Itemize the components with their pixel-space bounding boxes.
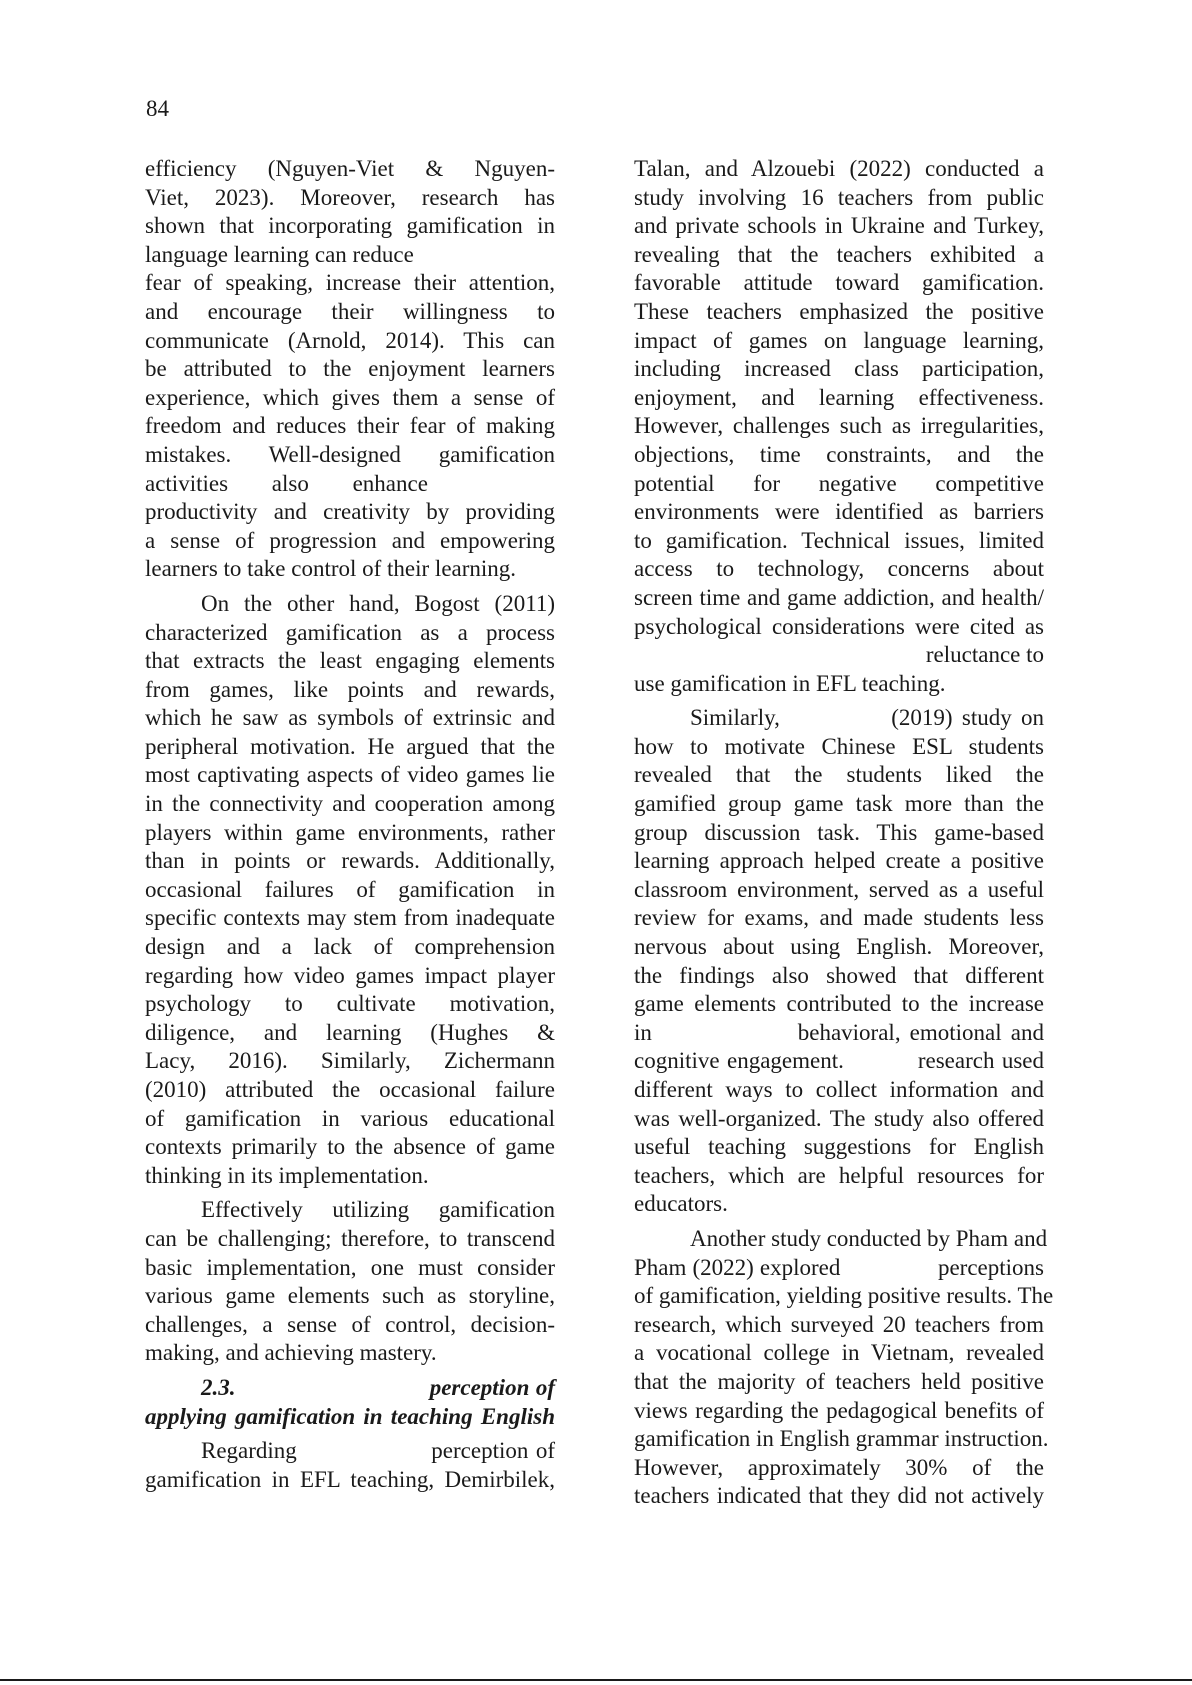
- text-line: language learning can reduce: [145, 241, 414, 267]
- text-line: game elements contributed to the increase: [634, 991, 1044, 1017]
- text-line: psychology to cultivate motivation,: [145, 991, 555, 1017]
- text-line: Effectively utilizing gamification: [201, 1197, 555, 1223]
- text-line: including increased class participation,: [634, 356, 1044, 382]
- text-line: learning approach helped create a positive: [634, 848, 1044, 874]
- text-line: classroom environment, served as a useful: [634, 876, 1044, 902]
- text-line: challenges, a sense of control, decision-: [145, 1311, 555, 1337]
- text-line: basic implementation, one must consider: [145, 1254, 555, 1280]
- text-line: can be challenging; therefore, to transcend: [145, 1225, 555, 1251]
- text-line: a vocational college in Vietnam, revealed: [634, 1340, 1044, 1366]
- text-line: making, and achieving mastery.: [145, 1340, 437, 1366]
- text-line: the findings also showed that different: [634, 962, 1044, 988]
- text-line: objections, time constraints, and the: [634, 441, 1044, 467]
- text-line: in behavioral, emotional and: [634, 1019, 1044, 1045]
- right-column: [634, 155, 1054, 1511]
- text-line: from games, like points and rewards,: [145, 676, 555, 702]
- section-heading: 2.3. perception of: [201, 1374, 555, 1400]
- text-line: group discussion task. This game-based: [634, 819, 1044, 845]
- text-line: characterized gamification as a process: [145, 619, 555, 645]
- text-line: On the other hand, Bogost (2011): [201, 590, 555, 616]
- text-line: regarding how video games impact player: [145, 962, 555, 988]
- text-line: experience, which gives them a sense of: [145, 384, 555, 410]
- text-line: access to technology, concerns about: [634, 556, 1044, 582]
- text-line: peripheral motivation. He argued that the: [145, 733, 555, 759]
- text-line: diligence, and learning (Hughes &: [145, 1019, 555, 1045]
- text-line: study involving 16 teachers from public: [634, 184, 1044, 210]
- text-line: Lacy, 2016). Similarly, Zichermann: [145, 1048, 555, 1074]
- text-line: However, challenges such as irregularities,: [634, 413, 1044, 439]
- text-line: that the majority of teachers held positive: [634, 1368, 1044, 1394]
- text-line: different ways to collect information and: [634, 1077, 1044, 1102]
- text-line: screen time and game addiction, and health/: [634, 584, 1044, 610]
- text-line: fear of speaking, increase their attention,: [145, 270, 555, 296]
- text-line: and private schools in Ukraine and Turkey,: [634, 213, 1044, 239]
- text-line: efficiency (Nguyen-Viet & Nguyen-: [145, 156, 555, 181]
- text-line: productivity and creativity by providing: [145, 499, 555, 525]
- text-line: revealed that the students liked the: [634, 762, 1044, 788]
- text-line: teachers, which are helpful resources for: [634, 1162, 1044, 1188]
- text-line: Viet, 2023). Moreover, research has: [145, 184, 555, 210]
- text-line: that extracts the least engaging elements: [145, 648, 555, 674]
- text-line: learners to take control of their learning.: [145, 556, 517, 582]
- text-line: enjoyment, and learning effectiveness.: [634, 384, 1044, 410]
- text-line: a sense of progression and empowering: [145, 527, 555, 553]
- text-line: shown that incorporating gamification in: [145, 213, 555, 239]
- text-line: impact of games on language learning,: [634, 327, 1044, 353]
- text-line: freedom and reduces their fear of making: [145, 413, 555, 439]
- text-line: These teachers emphasized the positive: [634, 298, 1044, 324]
- text-line: communicate (Arnold, 2014). This can: [145, 327, 555, 353]
- text-line: and encourage their willingness to: [145, 298, 555, 324]
- text-line: design and a lack of comprehension: [145, 934, 555, 960]
- left-column: [145, 155, 555, 1494]
- text-line: Regarding perception of: [201, 1438, 555, 1464]
- text-line: nervous about using English. Moreover,: [634, 934, 1044, 960]
- text-line: useful teaching suggestions for English: [634, 1134, 1044, 1160]
- text-line: environments were identified as barriers: [634, 499, 1044, 525]
- text-line: gamification in EFL teaching, Demirbilek,: [145, 1466, 555, 1492]
- text-line: how to motivate Chinese ESL students: [634, 733, 1044, 759]
- page-number: 84: [146, 96, 169, 121]
- text-line: be attributed to the enjoyment learners: [145, 356, 555, 382]
- section-heading: applying gamification in teaching English: [145, 1403, 555, 1429]
- text-line: to gamification. Technical issues, limited: [634, 527, 1044, 553]
- text-line: was well-organized. The study also offered: [634, 1105, 1044, 1131]
- text-line: Pham (2022) explored perceptions: [634, 1254, 1044, 1280]
- text-line: potential for negative competitive: [634, 470, 1044, 496]
- text-line: most captivating aspects of video games lie: [145, 762, 555, 788]
- text-line: psychological considerations were cited as: [634, 613, 1044, 639]
- text-line: various game elements such as storyline,: [145, 1283, 555, 1309]
- text-line: thinking in its implementation.: [145, 1162, 429, 1188]
- text-line: mistakes. Well-designed gamification: [145, 441, 555, 467]
- text-line: specific contexts may stem from inadequate: [145, 905, 555, 931]
- text-line: research, which surveyed 20 teachers from: [634, 1311, 1044, 1337]
- text-line: views regarding the pedagogical benefits of: [634, 1397, 1044, 1423]
- bottom-rule: [0, 1679, 1192, 1681]
- text-line: However, approximately 30% of the: [634, 1454, 1044, 1480]
- text-line: educators.: [634, 1191, 728, 1217]
- text-line: players within game environments, rather: [145, 819, 555, 845]
- text-line: gamification in English grammar instruction.: [634, 1426, 1049, 1452]
- text-line: gamified group game task more than the: [634, 791, 1044, 817]
- text-line: reluctance to: [925, 642, 1044, 668]
- text-line: (2010) attributed the occasional failure: [145, 1077, 555, 1102]
- text-line: favorable attitude toward gamification.: [634, 270, 1044, 296]
- text-line: than in points or rewards. Additionally,: [145, 848, 555, 874]
- text-line: which he saw as symbols of extrinsic and: [145, 705, 555, 731]
- text-line: contexts primarily to the absence of game: [145, 1134, 555, 1160]
- text-line: review for exams, and made students less: [634, 905, 1044, 931]
- text-line: activities also enhance: [145, 470, 428, 496]
- text-line: in the connectivity and cooperation among: [145, 791, 555, 817]
- text-line: cognitive engagement. research used: [634, 1048, 1044, 1074]
- text-line: use gamification in EFL teaching.: [634, 670, 946, 696]
- text-line: of gamification in various educational: [145, 1105, 555, 1131]
- text-line: Another study conducted by Pham and: [690, 1225, 1048, 1251]
- text-line: of gamification, yielding positive results. The: [634, 1283, 1054, 1309]
- text-line: teachers indicated that they did not actively: [634, 1483, 1044, 1509]
- text-line: occasional failures of gamification in: [145, 876, 555, 902]
- text-line: Talan, and Alzouebi (2022) conducted a: [634, 156, 1044, 181]
- text-line: Similarly, (2019) study on: [690, 705, 1044, 731]
- text-line: revealing that the teachers exhibited a: [634, 241, 1044, 267]
